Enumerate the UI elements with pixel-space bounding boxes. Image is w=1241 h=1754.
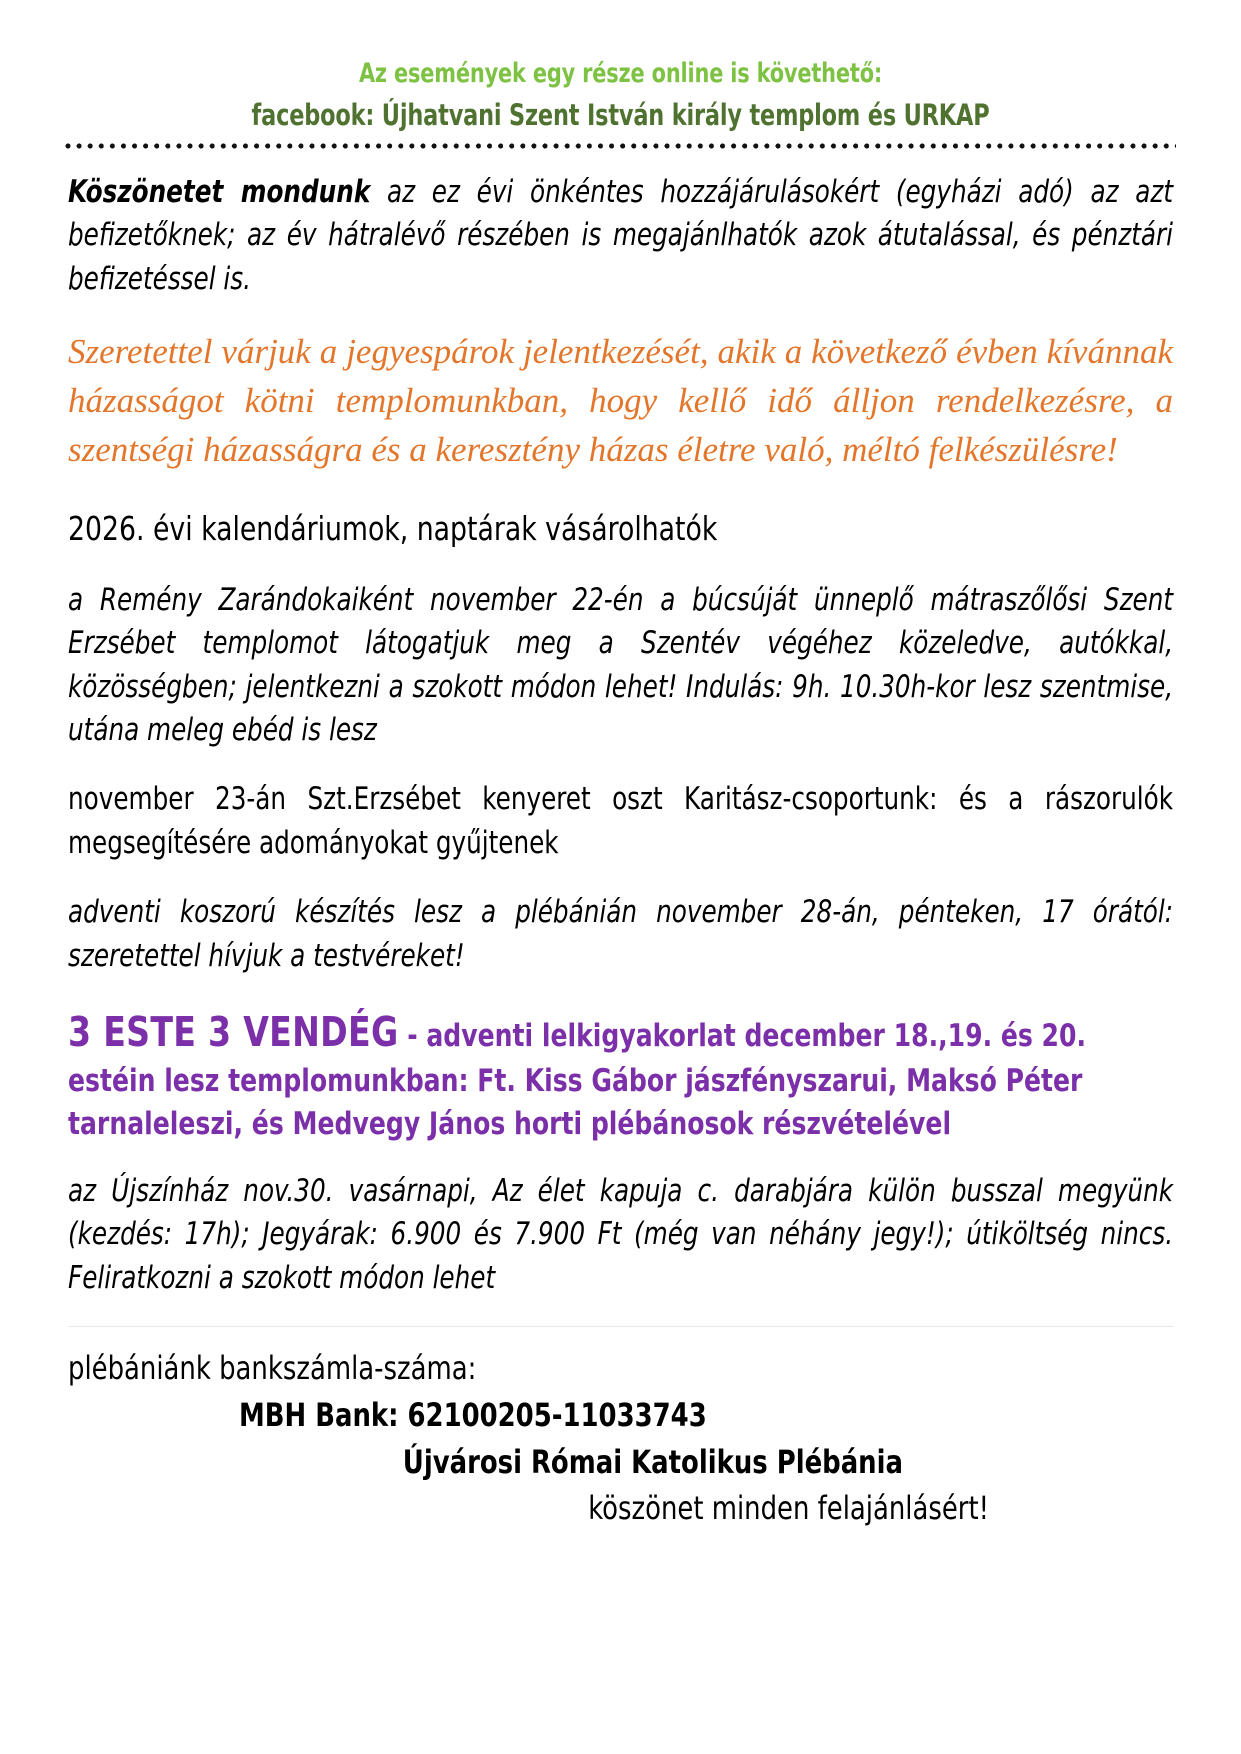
parish-name: Újvárosi Római Katolikus Plébánia (402, 1442, 903, 1481)
bank-account-number: MBH Bank: 62100205-11033743 (239, 1395, 707, 1434)
thanks-rest: az ez évi önkéntes hozzájárulásokért (egyházi adó) az azt befizetőknek; az év hátralévő részében is megajánlhatók azok átutalással, és pénztári befizetéssel is. (68, 174, 1174, 297)
retreat-title: 3 ESTE 3 VENDÉG (68, 1007, 399, 1056)
paragraph-theatre-trip: az Újszínház nov.30. vasárnapi, Az élet kapuja c. darabjára külön busszal megyünk (kezdés: 17h); Jegyárak: 6.900 és 7.900 Ft (még van néhány jegy!); útiköltség nincs. Feliratkozni a szokott módon lehet (68, 1173, 1174, 1296)
paragraph-charity-bread: november 23-án Szt.Erzsébet kenyeret oszt Karitász-csoportunk: és a rászorulók megsegítésére adományokat gyűjtenek (68, 781, 1174, 861)
paragraph-pilgrimage: a Remény Zarándokaiként november 22-én a búcsúját ünneplő mátraszőlősi Szent Erzsébet templomot látogatjuk meg a Szentév végéhez közeledve, autókkal, közösségben; jelentkezni a szokott módon lehet! Indulás: 9h. 10.30h-kor lesz szentmise, utána meleg ebéd is lesz (68, 581, 1174, 748)
paragraph-retreat (68, 1004, 1172, 1146)
paragraph-calendars: 2026. évi kalendáriumok, naptárak vásárolhatók (68, 509, 718, 549)
footer-thanks-note: köszönet minden felajánlásért! (588, 1489, 989, 1528)
footer-divider (68, 1326, 1173, 1327)
thanks-lead: Köszönetet mondunk (68, 174, 371, 211)
paragraph-engaged-couples: Szeretettel várjuk a jegyespárok jelentkezését, akik a következő évben kívánnak házasságot kötni templomunkban, hogy kellő idő álljon rendelkezésre, a szentségi házasságra és a keresztény házas életre való, méltó felkészülésre! (68, 332, 1173, 470)
paragraph-thanks (68, 171, 1173, 301)
body-column (68, 149, 1173, 1532)
header-facebook-line: facebook: Újhatvani Szent István király templom és URKAP (251, 97, 990, 132)
retreat-details: - adventi lelkigyakorlat december 18.,19. és 20. estéin lesz templomunkban: Ft. Kiss Gábor jászfényszarui, Maksó Péter tarnaleleszi, és Medvegy János horti plébánosok részvételével (68, 1017, 1087, 1143)
footer-block (68, 1345, 1172, 1532)
bank-account-label: plébániánk bankszámla-száma: (68, 1349, 477, 1388)
paragraph-advent-wreath: adventi koszorú készítés lesz a plébánián november 28-án, pénteken, 17 órától: szeretettel hívjuk a testvéreket! (68, 894, 1174, 974)
header-online-note: Az események egy része online is követhető: (358, 58, 883, 89)
header-block (68, 0, 1173, 134)
